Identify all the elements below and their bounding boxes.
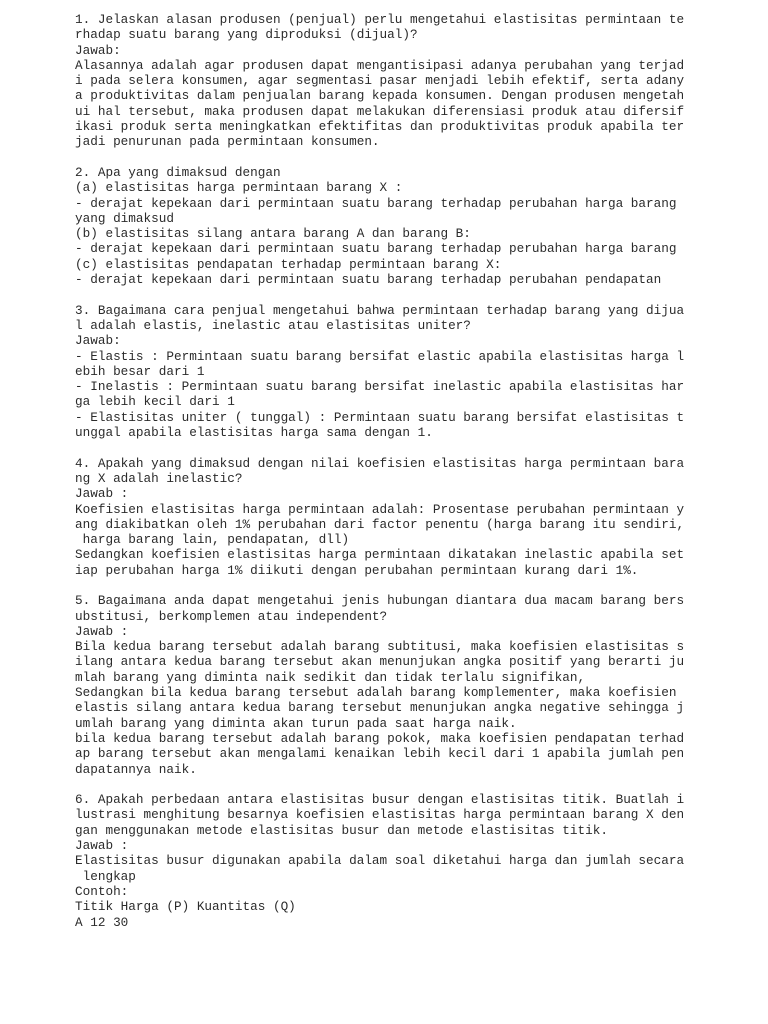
text-line: (c) elastisitas pendapatan terhadap permintaan barang X: xyxy=(75,256,502,272)
text-line: (a) elastisitas harga permintaan barang X : xyxy=(75,180,403,196)
text-line: umlah barang yang diminta akan turun pada saat harga naik. xyxy=(75,715,517,731)
text-line: Jawab: xyxy=(75,42,121,58)
text-line: i pada selera konsumen, agar segmentasi pasar menjadi lebih efektif, serta adany xyxy=(75,73,685,89)
text-line: Jawab : xyxy=(75,486,129,502)
text-line: Contoh: xyxy=(75,883,129,899)
text-line: yang dimaksud xyxy=(75,210,174,226)
text-line: jadi penurunan pada permintaan konsumen. xyxy=(75,134,380,150)
paragraph-gap xyxy=(75,287,755,302)
text-line: - Elastisitas uniter ( tunggal) : Permintaan suatu barang bersifat elastisitas t xyxy=(75,409,685,425)
text-line: harga barang lain, pendapatan, dll) xyxy=(75,532,350,548)
question-2-block xyxy=(75,165,755,287)
text-line: lustrasi menghitung besarnya koefisien elastisitas harga permintaan barang X den xyxy=(75,807,685,823)
text-line: Sedangkan bila kedua barang tersebut adalah barang komplementer, maka koefisien xyxy=(75,685,677,701)
text-line: ga lebih kecil dari 1 xyxy=(75,394,235,410)
text-line: elastis silang antara kedua barang tersebut menunjukan angka negative sehingga j xyxy=(75,700,685,716)
text-line: l adalah elastis, inelastic atau elastisitas uniter? xyxy=(75,317,471,333)
text-line: Jawab : xyxy=(75,838,129,854)
text-line: - derajat kepekaan dari permintaan suatu barang terhadap perubahan harga barang xyxy=(75,241,677,257)
text-line: (b) elastisitas silang antara barang A dan barang B: xyxy=(75,226,471,242)
text-line: ng X adalah inelastic? xyxy=(75,470,243,486)
question-1-block xyxy=(75,12,755,150)
text-line: Sedangkan koefisien elastisitas harga permintaan dikatakan inelastic apabila set xyxy=(75,547,685,563)
text-line: gan menggunakan metode elastisitas busur dan metode elastisitas titik. xyxy=(75,822,608,838)
text-line: - derajat kepekaan dari permintaan suatu barang terhadap perubahan pendapatan xyxy=(75,272,662,288)
text-line: 4. Apakah yang dimaksud dengan nilai koefisien elastisitas harga permintaan bara xyxy=(75,455,685,471)
text-line: ebih besar dari 1 xyxy=(75,363,205,379)
question-6-block xyxy=(75,792,755,930)
text-line: Koefisien elastisitas harga permintaan adalah: Prosentase perubahan permintaan y xyxy=(75,501,685,517)
text-line: Titik Harga (P) Kuantitas (Q) xyxy=(75,899,296,915)
text-line: Elastisitas busur digunakan apabila dalam soal diketahui harga dan jumlah secara xyxy=(75,853,685,869)
text-line: Bila kedua barang tersebut adalah barang subtitusi, maka koefisien elastisitas s xyxy=(75,639,685,655)
question-4-block xyxy=(75,456,755,578)
question-5-block xyxy=(75,593,755,777)
text-line: 2. Apa yang dimaksud dengan xyxy=(75,164,281,180)
text-line: - Inelastis : Permintaan suatu barang bersifat inelastic apabila elastisitas har xyxy=(75,379,685,395)
text-line: unggal apabila elastisitas harga sama dengan 1. xyxy=(75,425,433,441)
text-line: Jawab : xyxy=(75,623,129,639)
paragraph-gap xyxy=(75,440,755,455)
text-line: Alasannya adalah agar produsen dapat mengantisipasi adanya perubahan yang terjad xyxy=(75,57,685,73)
paragraph-gap xyxy=(75,777,755,792)
text-line: ilang antara kedua barang tersebut akan menunjukan angka positif yang berarti ju xyxy=(75,654,685,670)
text-line: a produktivitas dalam penjualan barang kepada konsumen. Dengan produsen mengetah xyxy=(75,88,685,104)
paragraph-gap xyxy=(75,578,755,593)
text-line: bila kedua barang tersebut adalah barang pokok, maka koefisien pendapatan terhad xyxy=(75,730,685,746)
text-line: - Elastis : Permintaan suatu barang bersifat elastic apabila elastisitas harga l xyxy=(75,348,685,364)
text-line: lengkap xyxy=(75,868,136,884)
text-line: A 12 30 xyxy=(75,914,129,930)
text-line: rhadap suatu barang yang diproduksi (dijual)? xyxy=(75,27,418,43)
document-page xyxy=(75,12,755,930)
paragraph-gap xyxy=(75,150,755,165)
text-line: dapatannya naik. xyxy=(75,761,197,777)
text-line: ubstitusi, berkomplemen atau independent? xyxy=(75,608,388,624)
text-line: ang diakibatkan oleh 1% perubahan dari factor penentu (harga barang itu sendiri, xyxy=(75,516,685,532)
text-line: ikasi produk serta meningkatkan efektifitas dan produktivitas produk apabila ter xyxy=(75,119,685,135)
text-line: 5. Bagaimana anda dapat mengetahui jenis hubungan diantara dua macam barang bers xyxy=(75,593,685,609)
text-line: 3. Bagaimana cara penjual mengetahui bahwa permintaan terhadap barang yang dijua xyxy=(75,302,685,318)
text-line: ap barang tersebut akan mengalami kenaikan lebih kecil dari 1 apabila jumlah pen xyxy=(75,746,685,762)
text-line: mlah barang yang diminta naik sedikit dan tidak terlalu signifikan, xyxy=(75,669,586,685)
text-line: 1. Jelaskan alasan produsen (penjual) perlu mengetahui elastisitas permintaan te xyxy=(75,12,685,27)
text-line: iap perubahan harga 1% diikuti dengan perubahan permintaan kurang dari 1%. xyxy=(75,562,639,578)
text-line: - derajat kepekaan dari permintaan suatu barang terhadap perubahan harga barang xyxy=(75,195,677,211)
text-line: ui hal tersebut, maka produsen dapat melakukan diferensiasi produk atau difersif xyxy=(75,103,685,119)
text-line: 6. Apakah perbedaan antara elastisitas busur dengan elastisitas titik. Buatlah i xyxy=(75,792,685,808)
text-line: Jawab: xyxy=(75,333,121,349)
question-3-block xyxy=(75,303,755,441)
